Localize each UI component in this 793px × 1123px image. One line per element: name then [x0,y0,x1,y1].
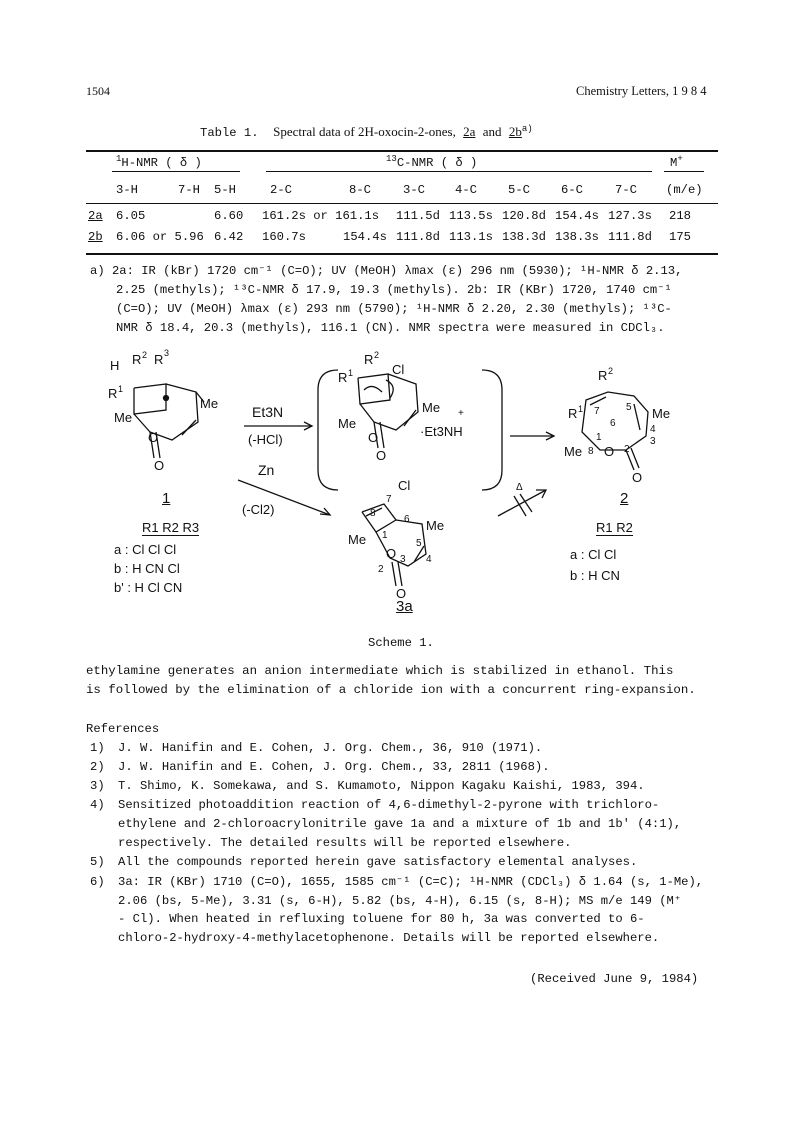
reference-item: 6) 3a: IR (KBr) 1710 (C=O), 1655, 1585 cm⁻¹ (C=C); ¹H-NMR (CDCl₃) δ 1.64 (s, 1-Me), [90,875,704,889]
svg-text:O: O [368,430,379,445]
body-text-line: is followed by the elimination of a chloride ion with a concurrent ring-expansion. [86,683,696,697]
svg-text:5: 5 [416,538,422,549]
table-cell: 138.3d [502,230,546,244]
svg-text:Me: Me [422,400,441,415]
table-c-group-rule [266,171,652,172]
svg-text:1: 1 [382,530,388,541]
reference-item: - Cl). When heated in refluxing toluene for 80 h, 3a was converted to 6- [118,912,645,926]
table-cell: 6.42 [214,230,244,244]
svg-text:R: R [338,370,348,385]
compound-3a-label: 3a [396,598,413,615]
table-cell: 127.3s [608,209,652,223]
table-cell: 154.4s [555,209,599,223]
intermediate-structure [358,374,418,448]
svg-text:6: 6 [404,514,410,525]
table-cell: 111.8d [608,230,652,244]
reference-item: 4) Sensitized photoaddition reaction of 4,6-dimethyl-2-pyrone with trichloro- [90,798,660,812]
table-cell: 138.3s [555,230,599,244]
table-cell: 6.05 [116,209,146,223]
reference-item: respectively. The detailed results will be reported elsewhere. [118,836,572,850]
page-number: 1504 [86,84,110,98]
table-cell: 6.06 or 5.96 [116,230,204,244]
svg-text:3: 3 [164,348,170,358]
compound-1-row: b : H CN Cl [114,561,180,576]
table-footnote-line: 2.25 (methyls); ¹³C-NMR δ 17.9, 19.3 (methyls). 2b: IR (KBr) 1720, 1740 cm⁻¹ [116,283,672,297]
compound-1-structure [134,384,204,458]
compound-2-row: b : H CN [570,568,620,583]
table-cell: 160.7s [262,230,306,244]
svg-text:Δ: Δ [516,482,523,493]
svg-text:R: R [598,368,608,383]
table-cell: 161.2s or 161.1s [262,209,380,223]
svg-text:7: 7 [594,406,600,417]
table-m-group-rule [664,171,704,172]
svg-text:O: O [376,448,387,463]
col-header: 3-C [403,183,425,197]
reference-item: ethylene and 2-chloroacrylonitrile gave 1a and a mixture of 1b and 1b' (4:1), [118,817,682,831]
table-caption: Table 1. Spectral data of 2H-oxocin-2-ones, 2a and $2b^{a)}$ [200,124,533,140]
table-cell: 218 [669,209,691,223]
svg-text:2: 2 [142,350,148,360]
svg-text:R: R [154,352,164,367]
svg-text:O: O [386,546,397,561]
table-h-group-rule [112,171,240,172]
col-header: 2-C [270,183,292,197]
reagent-et3n: Et3N [252,404,284,420]
table-bottom-rule [86,253,718,255]
svg-text:8: 8 [370,508,376,519]
journal-title: Chemistry Letters, 1 9 8 4 [576,84,707,98]
row-label-2b: 2b [88,230,103,244]
compound-2-substituent-header: R1 R2 [596,520,633,535]
svg-text:1: 1 [348,368,354,378]
svg-text:1: 1 [118,384,124,394]
svg-text:2: 2 [624,444,630,455]
svg-text:Me: Me [114,410,133,425]
svg-text:3: 3 [650,436,656,447]
svg-text:Me: Me [564,444,583,459]
col-header: 5-H [214,183,236,197]
col-header: 5-C [508,183,530,197]
svg-text:O: O [148,430,159,445]
row-label-2a: 2a [88,209,103,223]
col-header: (m/e) [666,183,703,197]
col-header: 7-H [178,183,200,197]
svg-text:·Et3NH: ·Et3NH [420,424,463,439]
reference-item: 2) J. W. Hanifin and E. Cohen, J. Org. Chem., 33, 2811 (1968). [90,760,550,774]
table-cell: 111.8d [396,230,440,244]
col-header: 8-C [349,183,371,197]
body-text-line: ethylamine generates an anion intermediate which is stabilized in ethanol. This [86,664,674,678]
table-cell: 154.4s [343,230,387,244]
table-group-c-nmr: $^{13}$C-NMR ( δ ) [386,154,478,170]
table-footnote-line: NMR δ 18.4, 20.3 (methyls), 116.1 (CN). NMR spectra were measured in CDCl₃. [116,321,665,335]
svg-text:Cl: Cl [398,478,411,493]
svg-text:R: R [132,352,142,367]
table-footnote-line: a) 2a: IR (kBr) 1720 cm⁻¹ (C=O); UV (MeOH) λmax (ε) 296 nm (5930); ¹H-NMR δ 2.13, [90,264,683,278]
svg-text:+: + [458,408,464,419]
svg-text:R: R [108,386,118,401]
svg-text:Me: Me [348,532,367,547]
svg-text:2: 2 [374,350,380,360]
svg-text:Me: Me [200,396,219,411]
col-header: 3-H [116,183,138,197]
table-cell: 175 [669,230,691,244]
table-group-h-nmr: $^1$H-NMR ( δ ) [116,154,202,170]
compound-2-row: a : Cl Cl [570,547,617,562]
svg-text:O: O [154,458,165,473]
reagent-zn-condition: (-Cl2) [242,502,275,517]
svg-text:O: O [632,470,643,485]
compound-1-label: 1 [162,490,171,507]
col-header: 7-C [615,183,637,197]
compound-1-row: b' : H Cl CN [114,580,183,595]
col-header: 6-C [561,183,583,197]
svg-text:Me: Me [338,416,357,431]
reference-item: 5) All the compounds reported herein gave satisfactory elemental analyses. [90,855,638,869]
scheme-caption: Scheme 1. [368,636,434,650]
table-top-rule [86,150,718,152]
table-cell: 113.1s [449,230,493,244]
svg-text:6: 6 [610,418,616,429]
svg-text:4: 4 [650,424,656,435]
table-cell: 6.60 [214,209,244,223]
svg-text:Me: Me [652,406,671,421]
compound-1-row: a : Cl Cl Cl [114,542,177,557]
reference-item: 1) J. W. Hanifin and E. Cohen, J. Org. Chem., 36, 910 (1971). [90,741,543,755]
reference-item: 3) T. Shimo, K. Somekawa, and S. Kumamoto, Nippon Kagaku Kaishi, 1983, 394. [90,779,645,793]
references-heading: References [86,722,160,736]
table-footnote-line: (C=O); UV (MeOH) λmax (ε) 293 nm (5790); ¹H-NMR δ 2.20, 2.30 (methyls); ¹³C- [116,302,672,316]
svg-text:1: 1 [596,432,602,443]
svg-text:R: R [364,352,374,367]
svg-text:8: 8 [588,446,594,457]
reagent-et3n-condition: (-HCl) [248,432,283,447]
svg-text:Me: Me [426,518,445,533]
table-cell: 111.5d [396,209,440,223]
table-group-mass: M+ [670,154,683,170]
table-header-rule [86,203,718,204]
svg-text:3: 3 [400,554,406,565]
col-header: 4-C [455,183,477,197]
compound-1-substituent-header: R1 R2 R3 [142,520,200,535]
svg-text:H: H [110,358,120,373]
svg-text:R: R [568,406,578,421]
table-cell: 120.8d [502,209,546,223]
table-cell: 113.5s [449,209,493,223]
compound-2-structure [582,392,648,470]
svg-text:2: 2 [608,366,614,376]
reference-item: 2.06 (bs, 5-Me), 3.31 (s, 6-H), 5.82 (bs, 4-H), 6.15 (s, 8-H); MS m/e 149 (M⁺ [118,894,682,908]
svg-text:7: 7 [386,494,392,505]
reagent-zn: Zn [258,462,275,478]
blocked-arrow [498,490,546,516]
svg-text:O: O [604,444,615,459]
reference-item: chloro-2-hydroxy-4-methylacetophenone. Details will be reported elsewhere. [118,931,660,945]
svg-text:5: 5 [626,402,632,413]
svg-text:1: 1 [578,404,584,414]
svg-text:4: 4 [426,554,432,565]
compound-2-label: 2 [620,490,629,507]
svg-text:Cl: Cl [392,362,405,377]
svg-text:2: 2 [378,564,384,575]
svg-text:O: O [396,586,407,601]
received-date: (Received June 9, 1984) [530,972,699,986]
